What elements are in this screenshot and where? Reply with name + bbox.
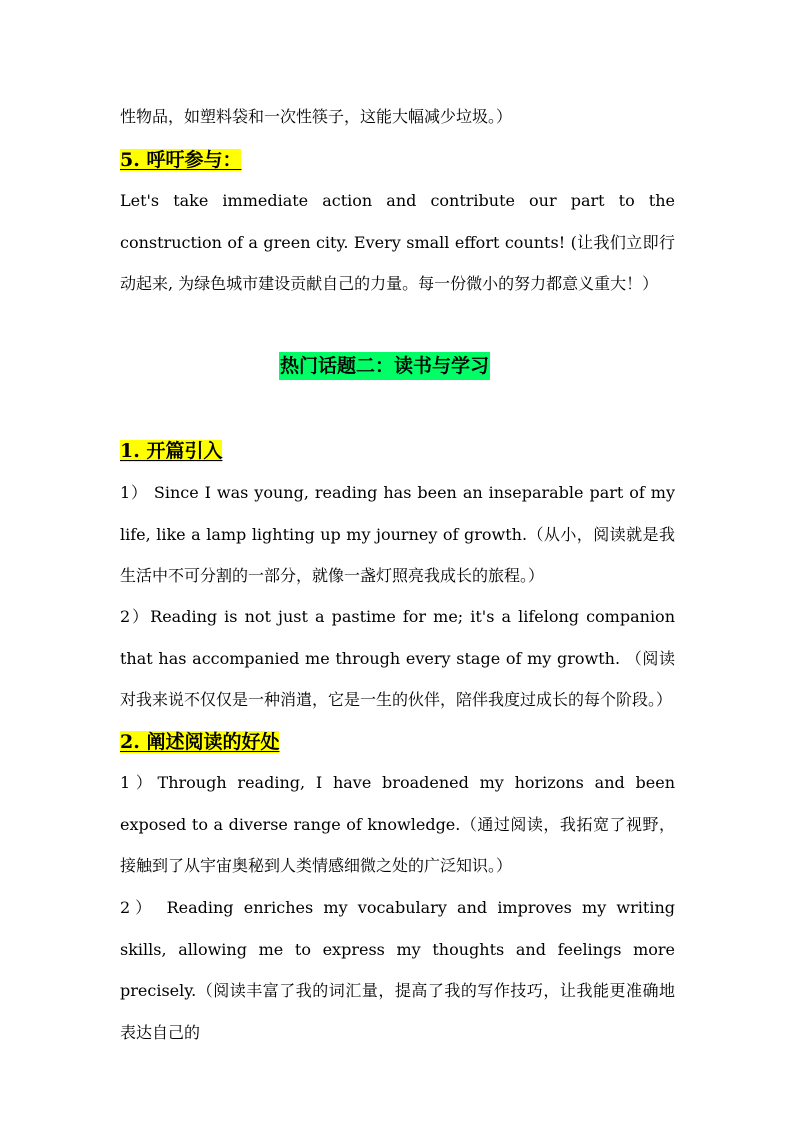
benefits-item-1: 1）Through reading, I have broadened my horizons and been exposed to a diverse range of knowledge.（通过阅读，我拓宽了视野，接触到了从宇宙奥秘到人类情感细微之处的广泛知识。） xyxy=(120,773,675,875)
intro-item-2: 2）Reading is not just a pastime for me; it's a lifelong companion that has accompanied me through every stage of my growth. （阅读对我来说不仅仅是一种消遣，它是一生的伙伴，陪伴我度过成长的每个阶段。） xyxy=(120,607,675,709)
continued-paragraph: 性物品，如塑料袋和一次性筷子，这能大幅减少垃圾。） xyxy=(120,107,513,126)
section-heading-benefits xyxy=(120,729,279,755)
heading-text: 1. 开篇引入 xyxy=(120,440,223,462)
heading-text: 5. 呼吁参与： xyxy=(120,149,242,171)
section-heading-intro xyxy=(120,438,222,464)
section-heading-call-to-action xyxy=(120,147,241,173)
heading-text: 2. 阐述阅读的好处 xyxy=(120,731,280,753)
intro-item-1: 1） Since I was young, reading has been an inseparable part of my life, like a lamp lighting up my journey of growth.（从小，阅读就是我生活中不可分割的一部分，就像一盏灯照亮我成长的旅程。） xyxy=(120,483,675,585)
call-to-action-paragraph: Let's take immediate action and contribute our part to the construction of a green city. Every small effort counts! (让我们立即行动起来, 为绿色城市建设贡献自己的力量。每一份微小的努力都意义重大！） xyxy=(120,191,675,293)
benefits-item-2: 2） Reading enriches my vocabulary and improves my writing skills, allowing me to express my thoughts and feelings more precisely.（阅读丰富了我的词汇量，提高了我的写作技巧，让我能更准确地表达自己的 xyxy=(120,898,675,1042)
topic-title: 热门话题二：读书与学习 xyxy=(279,352,490,380)
